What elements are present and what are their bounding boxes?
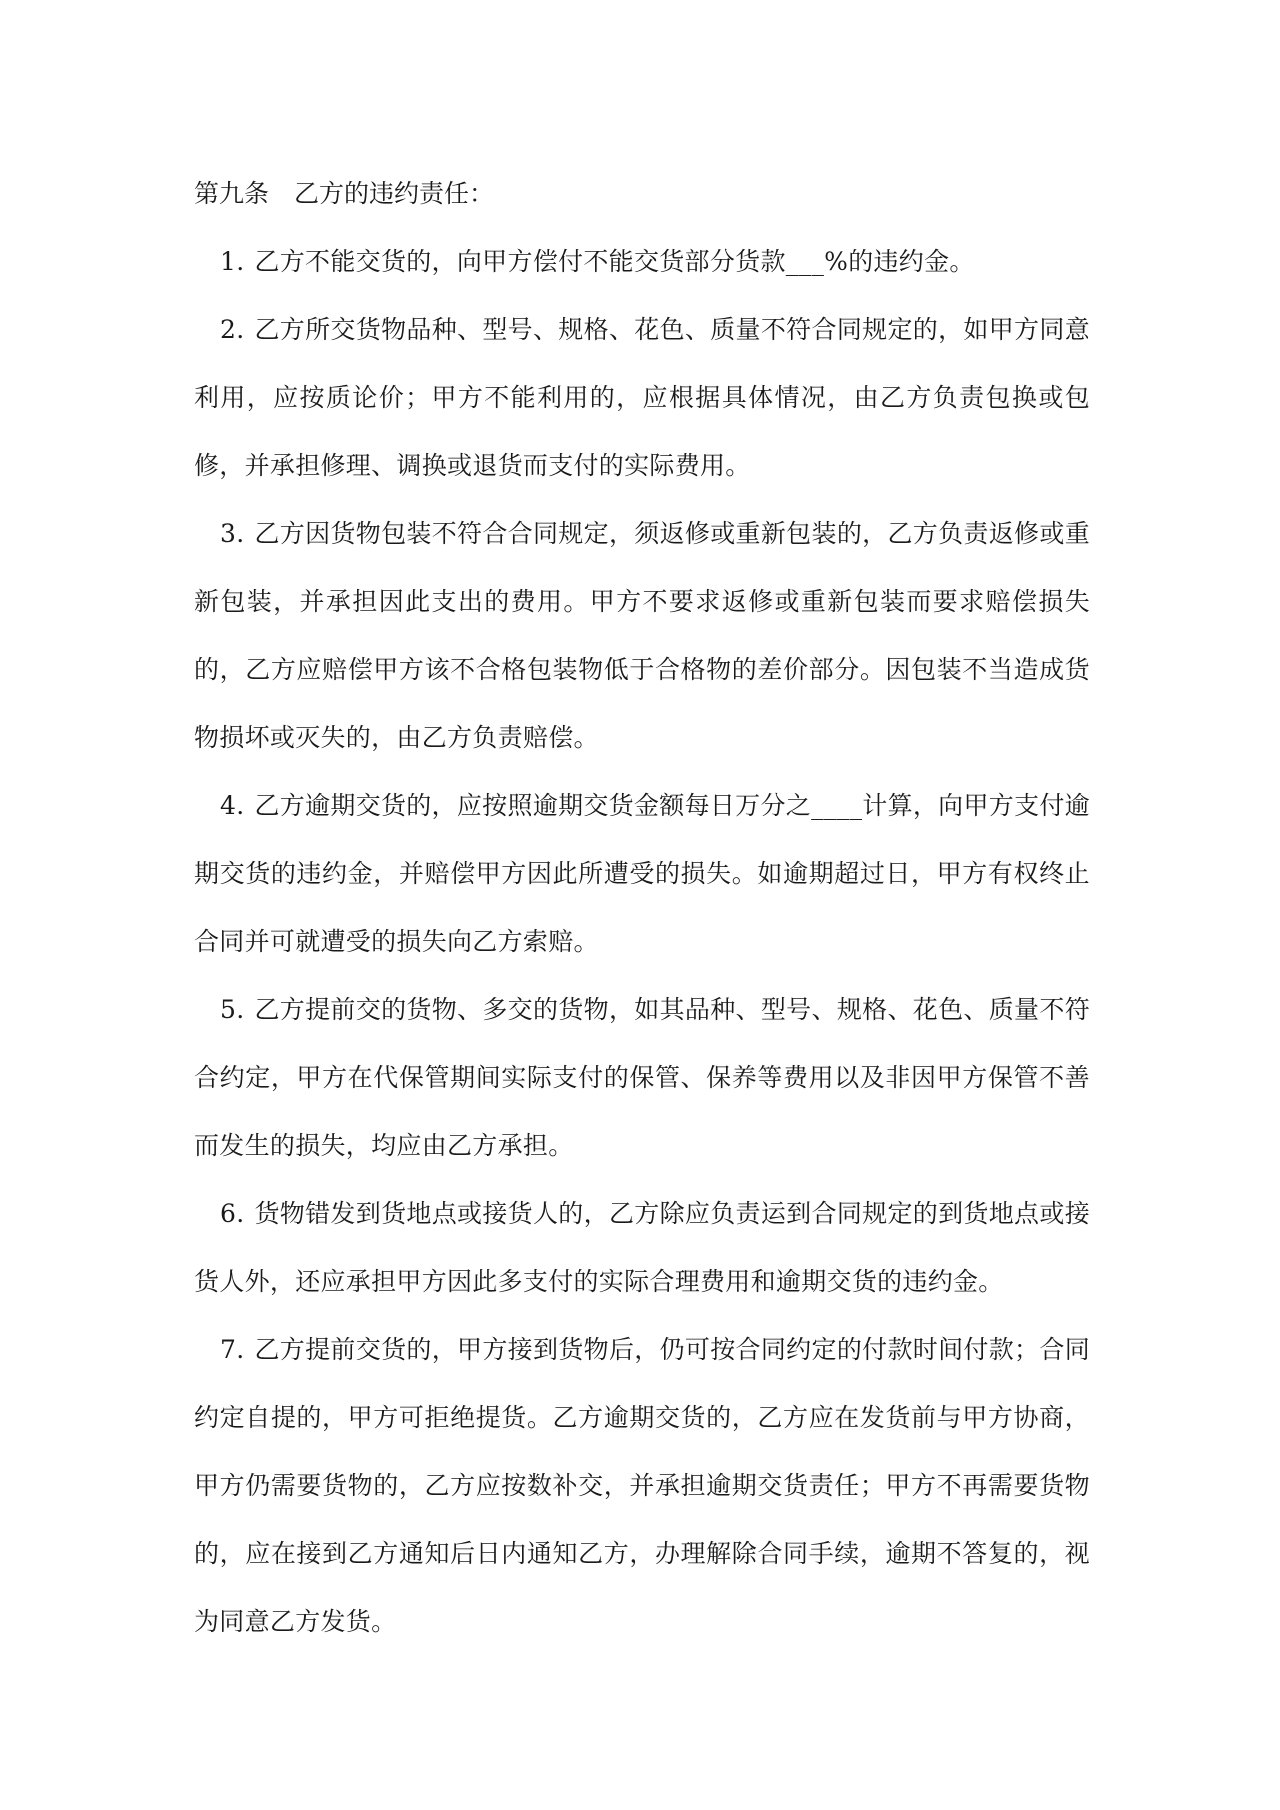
clause-text: 乙方提前交货的，甲方接到货物后，仍可按合同约定的付款时间付款；合同约定自提的，甲方可拒绝提货。乙方逾期交货的，乙方应在发货前与甲方协商，甲方仍需要货物的，乙方应按数补交，并承担逾期交货责任；甲方不再需要货物的，应在接到乙方通知后日内通知乙方，办理解除合同手续，逾期不答复的，视为同意乙方发货。 <box>194 1335 1090 1636</box>
clause-text: 乙方所交货物品种、型号、规格、花色、质量不符合同规定的，如甲方同意利用，应按质论价；甲方不能利用的，应根据具体情况，由乙方负责包换或包修，并承担修理、调换或退货而支付的实际费用。 <box>194 315 1090 480</box>
clause-5 <box>194 976 1090 1180</box>
clause-3 <box>194 500 1090 772</box>
clause-6 <box>194 1180 1090 1316</box>
clause-7 <box>194 1316 1090 1656</box>
clause-text: 乙方不能交货的，向甲方偿付不能交货部分货款___%的违约金。 <box>254 247 975 276</box>
clause-number: 2. <box>220 315 245 344</box>
document-page <box>194 160 1090 1656</box>
clause-1 <box>194 228 1090 296</box>
clause-number: 5. <box>220 995 245 1024</box>
clause-number: 3. <box>220 519 245 548</box>
clause-4 <box>194 772 1090 976</box>
clause-number: 4. <box>220 791 245 820</box>
clause-text: 乙方提前交的货物、多交的货物，如其品种、型号、规格、花色、质量不符合约定，甲方在代保管期间实际支付的保管、保养等费用以及非因甲方保管不善而发生的损失，均应由乙方承担。 <box>194 995 1090 1160</box>
clause-number: 6. <box>220 1199 245 1228</box>
clause-number: 1. <box>220 247 245 276</box>
clause-2 <box>194 296 1090 500</box>
clause-text: 乙方逾期交货的，应按照逾期交货金额每日万分之____计算，向甲方支付逾期交货的违约金，并赔偿甲方因此所遭受的损失。如逾期超过日，甲方有权终止合同并可就遭受的损失向乙方索赔。 <box>194 791 1090 956</box>
article-heading: 第九条 乙方的违约责任： <box>194 179 495 208</box>
clause-number: 7. <box>220 1335 245 1364</box>
clause-text: 货物错发到货地点或接货人的，乙方除应负责运到合同规定的到货地点或接货人外，还应承担甲方因此多支付的实际合理费用和逾期交货的违约金。 <box>194 1199 1090 1296</box>
clause-text: 乙方因货物包装不符合合同规定，须返修或重新包装的，乙方负责返修或重新包装，并承担因此支出的费用。甲方不要求返修或重新包装而要求赔偿损失的，乙方应赔偿甲方该不合格包装物低于合格物的差价部分。因包装不当造成货物损坏或灭失的，由乙方负责赔偿。 <box>194 519 1090 752</box>
